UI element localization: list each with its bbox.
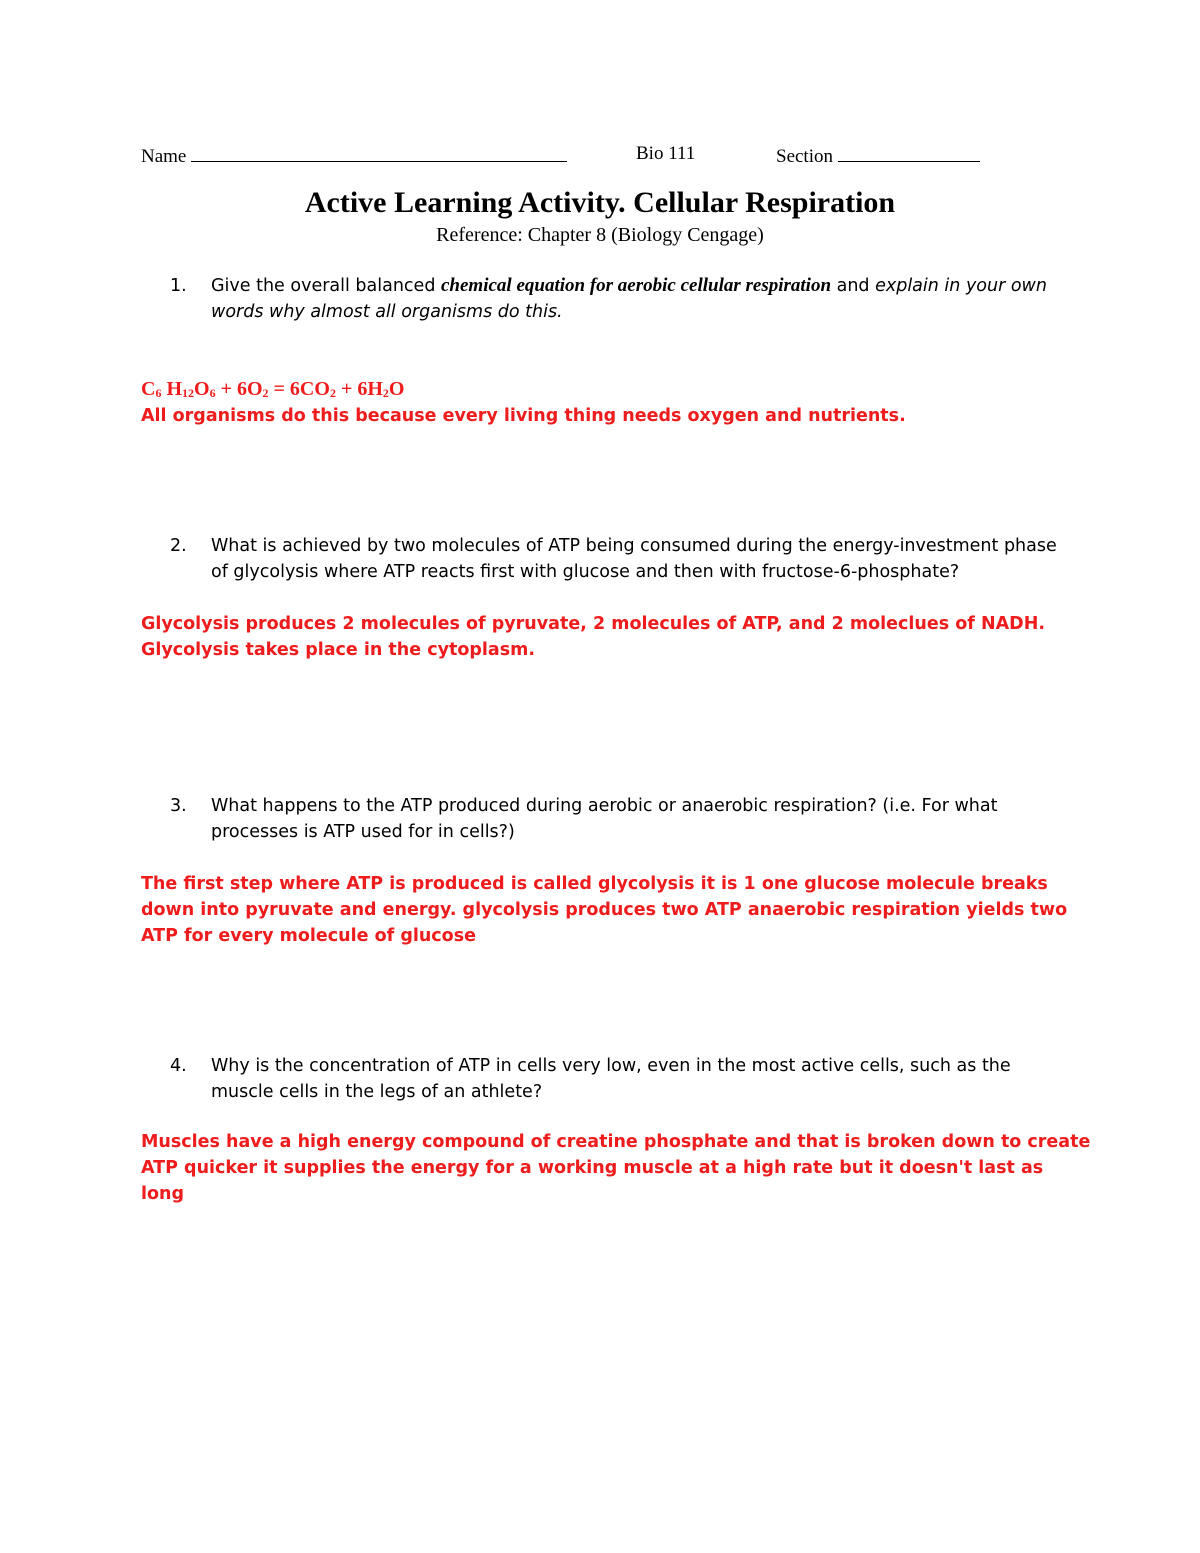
question-number: 2. xyxy=(170,536,187,556)
answer-4: Muscles have a high energy compound of creatine phosphate and that is broken down to create ATP quicker it supplies the energy for a working muscle at a high rate but it doesn't last as long xyxy=(141,1132,1091,1204)
section-label: Section xyxy=(776,146,833,167)
question-2 xyxy=(170,533,1070,585)
question-number: 3. xyxy=(170,796,187,816)
reference-line: Reference: Chapter 8 (Biology Cengage) xyxy=(436,224,764,246)
q1-text-b: and xyxy=(831,276,876,296)
name-blank xyxy=(191,143,567,162)
question-text xyxy=(211,273,1070,325)
question-text: What is achieved by two molecules of ATP being consumed during the energy-investment phase of glycolysis where ATP reacts first with glucose and then with fructose-6-phosphate? xyxy=(211,536,1057,582)
page-title: Active Learning Activity. Cellular Respiration xyxy=(304,186,896,219)
q1-text-emphasis: chemical equation for aerobic cellular respiration xyxy=(441,275,832,296)
name-field xyxy=(141,143,567,168)
section-blank xyxy=(838,143,980,162)
chemical-equation: $C_6$ $H_{12}O_6 + 6O_2 = 6CO_2 + 6H_2O$ xyxy=(141,378,405,400)
name-label: Name xyxy=(141,146,187,167)
q1-text-a: Give the overall balanced xyxy=(211,276,441,296)
question-1 xyxy=(170,273,1070,325)
q1-text-italic: explain in your own words why almost all organisms do this. xyxy=(211,276,1047,322)
answer-1: All organisms do this because every living thing needs oxygen and nutrients. xyxy=(141,406,906,426)
question-text: What happens to the ATP produced during aerobic or anaerobic respiration? (i.e. For what processes is ATP used for in cells?) xyxy=(211,796,998,842)
answer-3: The first step where ATP is produced is called glycolysis it is 1 one glucose molecule breaks down into pyruvate and energy. glycolysis produces two ATP anaerobic respiration yields two ATP for every molecule of glucose xyxy=(141,874,1068,946)
question-3 xyxy=(170,793,1070,845)
section-field xyxy=(776,143,980,168)
question-number: 4. xyxy=(170,1056,187,1076)
question-number: 1. xyxy=(170,276,187,296)
answer-2 xyxy=(141,611,1101,663)
answer-2-line-2: Glycolysis takes place in the cytoplasm. xyxy=(141,640,536,660)
answer-2-line-1: Glycolysis produces 2 molecules of pyruvate, 2 molecules of ATP, and 2 moleclues of NADH. xyxy=(141,614,1045,634)
question-4 xyxy=(170,1053,1070,1105)
question-text: Why is the concentration of ATP in cells very low, even in the most active cells, such as the muscle cells in the legs of an athlete? xyxy=(211,1056,1011,1102)
course-label: Bio 111 xyxy=(636,143,696,164)
